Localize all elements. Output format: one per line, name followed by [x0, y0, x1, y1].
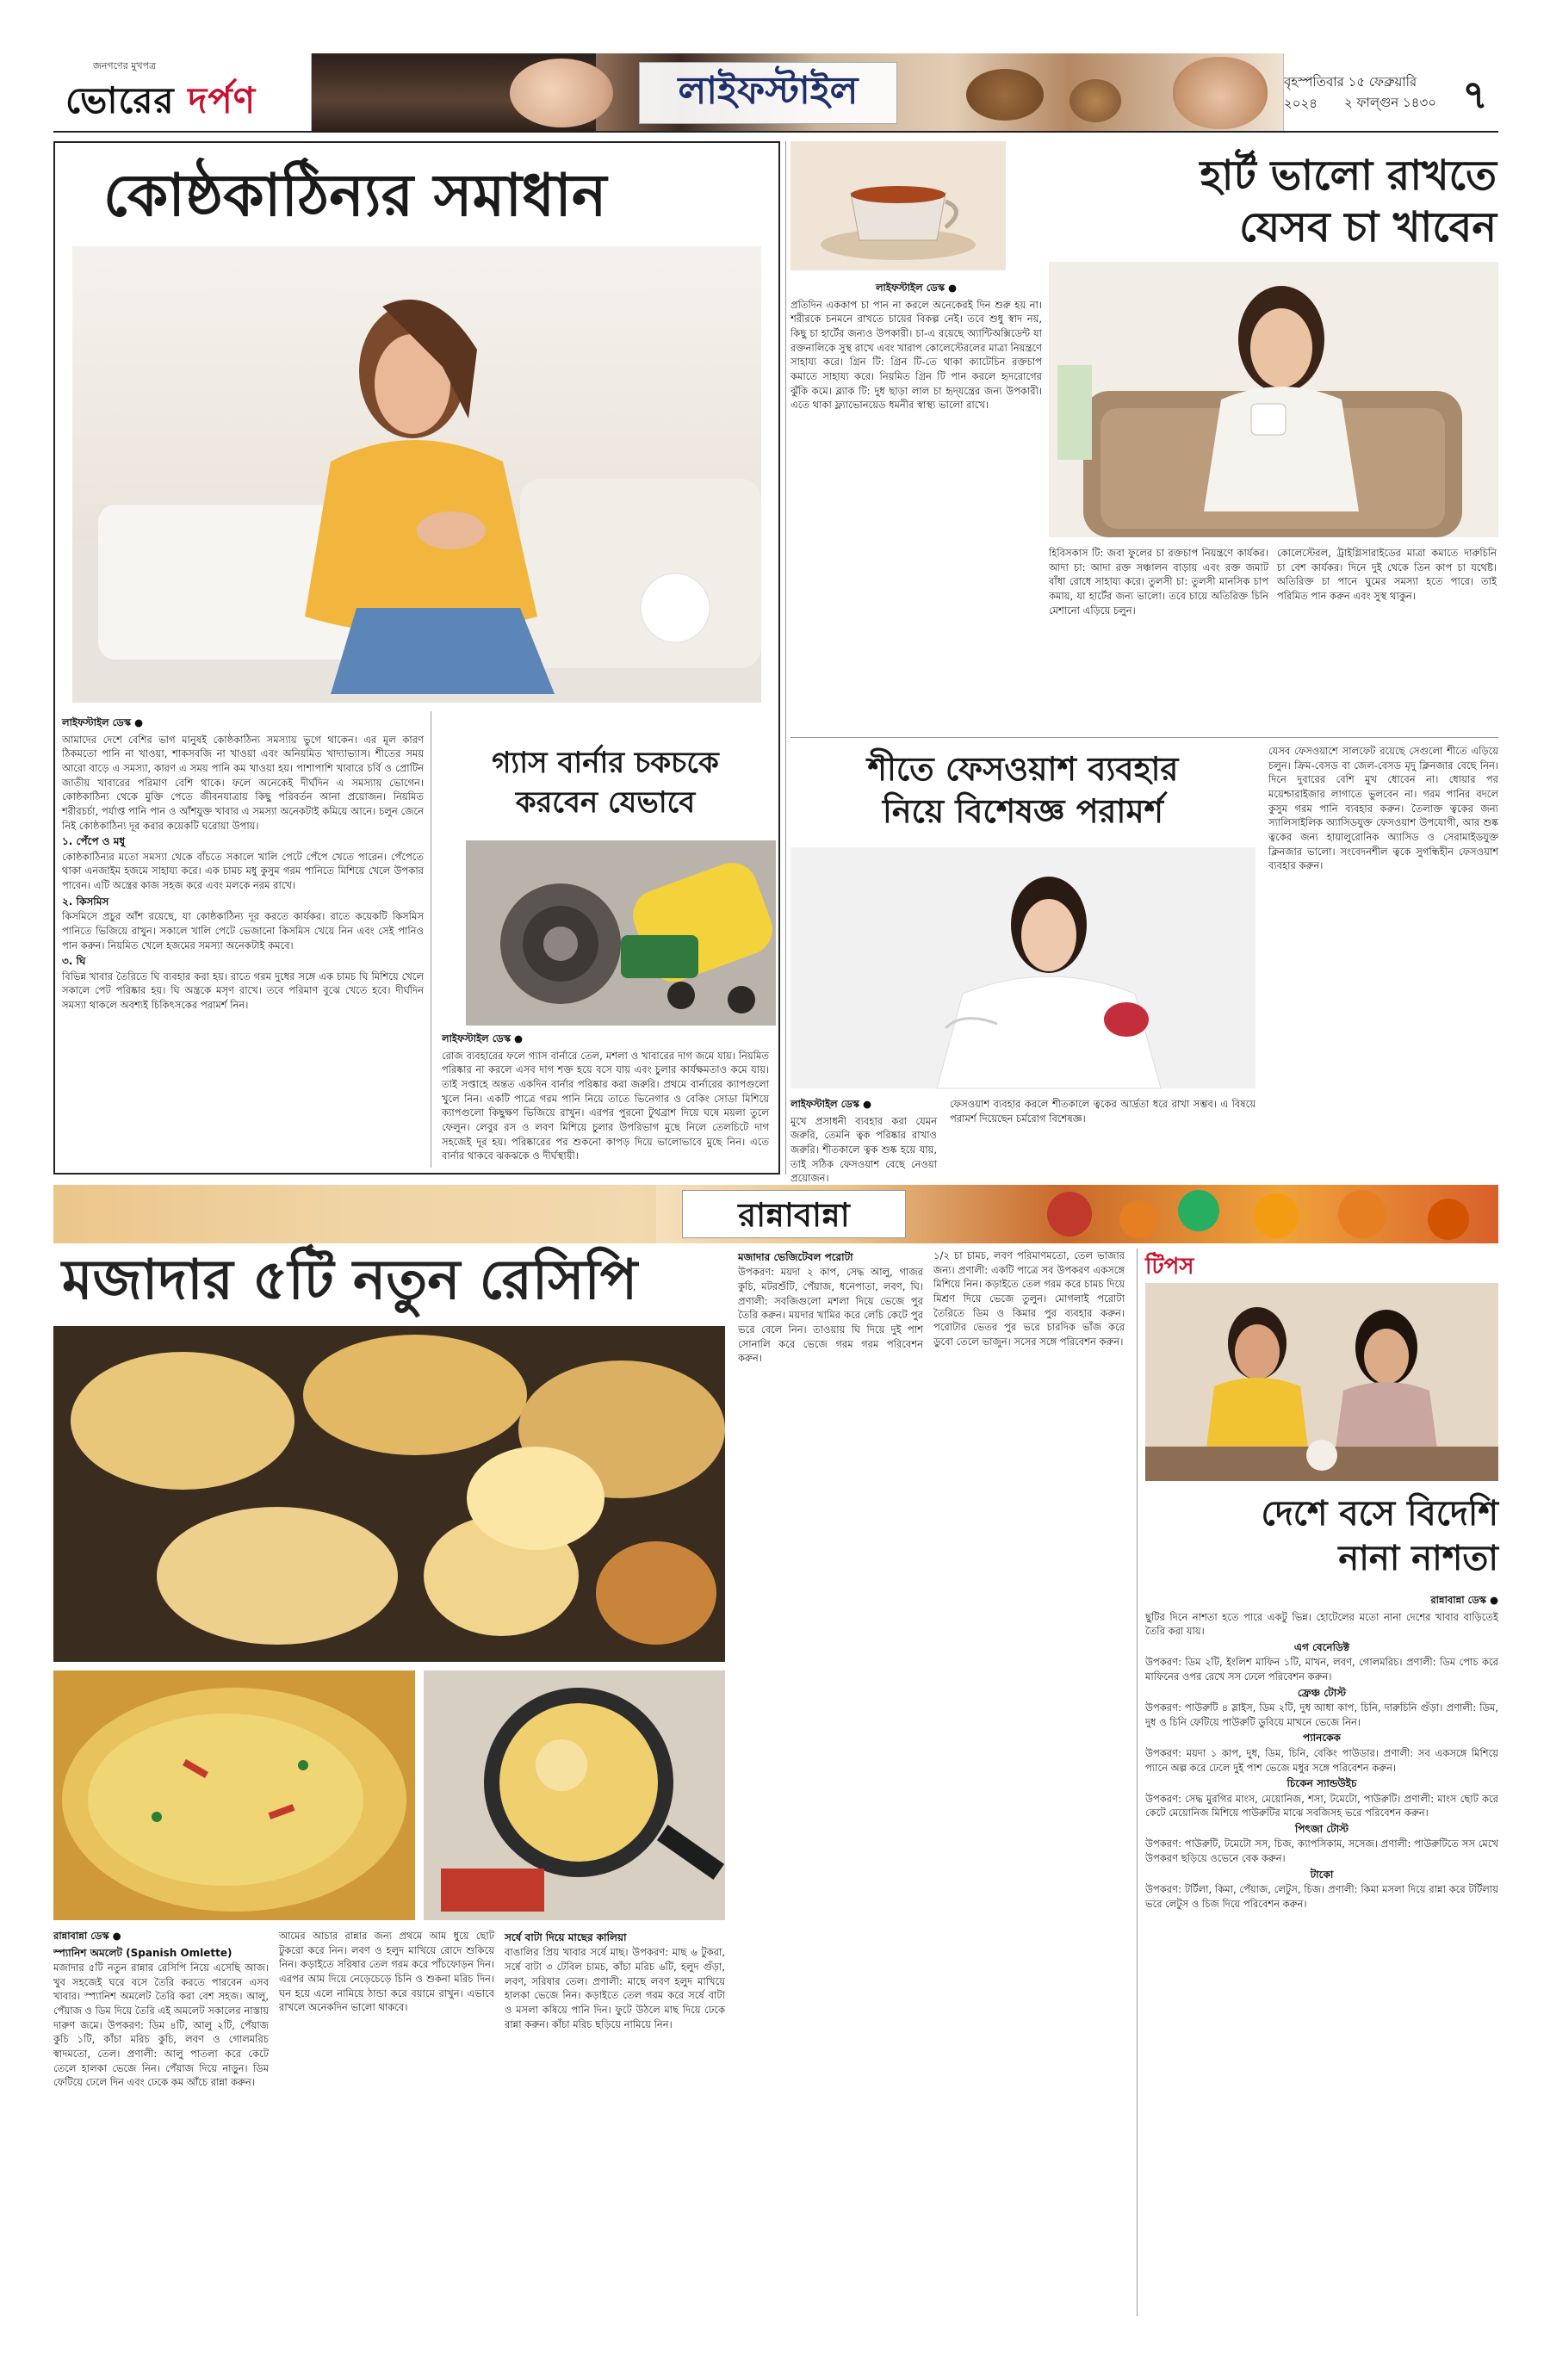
recipe-title: স্প্যানিশ অমলেট (Spanish Omlette) [53, 1946, 232, 1959]
burner-illustration [466, 840, 776, 1026]
story-photo-woman-drinking-tea [1049, 262, 1498, 537]
story-credit: লাইফস্টাইল ডেস্ক ● [875, 282, 958, 294]
woman-tea-illustration [1049, 262, 1498, 537]
story-intro: ছুটির দিনে নাশতা হতে পারে একটু ভিন্ন। হোটেলের মতো নানা দেশের খাবার বাড়িতেই তৈরি করা যায়। [1145, 1610, 1498, 1638]
story-body-col3: যেসব ফেসওয়াশে সালফেট রয়েছে সেগুলো শীতে এড়িয়ে চলুন। ক্রিম-বেসড বা জেল-বেসড মৃদু ক্লিনজার বেছে নিন। দিনে দুবারের বেশি মুখ ধোবেন না। ধোয়ার পর ময়েশ্চারাইজার লাগাতে ভুলবেন না। গরম পানির বদলে কুসুম গরম পানি ব্যবহার করুন। তৈলাক্ত ত্বকের জন্য স্যালিসাইলিক অ্যাসিডযুক্ত ফেসওয়াশ উপযোগী, আর শুষ্ক ত্বকের জন্য হায়ালুরোনিক অ্যাসিড ও সেরামাইডযুক্ত ক্লিনজার ভালো। সংবেদনশীল ত্বকে সুগন্ধিহীন ফেসওয়াশ ব্যবহার করুন। [1268, 745, 1498, 872]
headline-line: করবেন যেভাবে [515, 784, 696, 820]
recipe-column-2: আমের আচার রান্নার জন্য প্রথমে আম ধুয়ে ছোট টুকরো করে নিন। লবণ ও হলুদ মাখিয়ে রোদে শুকিয়ে নিন। কড়াইতে সরিষার তেল গরম করে পাঁচফোড়ন দিন। এরপর আম দিয়ে নেড়েচেড়ে চিনি ও শুকনা মরিচ দিন। ঘন হয়ে এলে নামিয়ে ঠান্ডা করে বয়ামে রাখুন। এভাবে রাখলে অনেকদিন ভালো থাকবে। [279, 1930, 494, 2014]
story-body [790, 1097, 937, 1185]
story-photo-gas-burner-cleaning [466, 840, 776, 1026]
story-photo-woman-stomach-pain [72, 246, 761, 703]
page-number: ৭ [1462, 71, 1488, 118]
story-text: মুখে প্রসাধনী ব্যবহার করা যেমন জরুরি, তেমনি ত্বক পরিষ্কার রাখাও জরুরি। শীতকালে ত্বক শুষ্ক হয়ে যায়, তাই সঠিক ফেসওয়াশ বেছে নেওয়া প্রয়োজন। [790, 1114, 937, 1185]
headline-line: শীতে ফেসওয়াশ ব্যবহার [867, 749, 1179, 788]
story-constipation [53, 141, 780, 1175]
tea-cup-illustration [790, 141, 1006, 270]
recipe-column-3 [505, 1929, 725, 2316]
story-headline[interactable]: মজাদার ৫টি নতুন রেসিপি [62, 1248, 638, 1312]
headline-line: হার্ট ভালো রাখতে [1200, 152, 1497, 200]
story-recipes [53, 1249, 1130, 2316]
column-divider [785, 141, 786, 1175]
story-body-col3: কোলেস্টেরল, ট্রাইগ্লিসারাইডের মাত্রা কমাতে দারুচিনি চা বেশ কার্যকর। দিনে দুই থেকে তিন কাপ চা যথেষ্ট। অতিরিক্ত চা পানে ঘুমের সমস্যা হতে পারে। তাই পরিমিত পান করুন এবং সুস্থ থাকুন। [1277, 547, 1497, 603]
tip-title: চিকেন স্যান্ডউইচ [1286, 1777, 1357, 1790]
story-credit: লাইফস্টাইল ডেস্ক ● [442, 1032, 524, 1044]
headline-line: যেসব চা খাবেন [1239, 203, 1497, 251]
headline-line: গ্যাস বার্নার চকচকে [492, 746, 719, 780]
tip-title: ফ্রেঞ্চ টোস্ট [1297, 1686, 1347, 1699]
paper-tagline: জনগণের মুখপত্র [93, 60, 157, 71]
story-tips [1145, 1249, 1498, 2316]
headline-line: দেশে বসে বিদেশি [1261, 1493, 1498, 1534]
story-photo-couple-breakfast [1145, 1283, 1498, 1481]
section-title: রান্নাবান্না [682, 1190, 906, 1238]
headline-line: নানা নাশতা [1338, 1538, 1498, 1578]
story-divider [790, 737, 1498, 738]
issue-date-block [1283, 53, 1498, 131]
story-credit: রান্নাবান্না ডেস্ক ● [1430, 1594, 1498, 1606]
masthead [53, 53, 1498, 133]
woman-face-photo [510, 59, 613, 127]
fried-snacks-illustration [53, 1326, 725, 1662]
recipe-column-1 [53, 1929, 269, 2316]
tip-title: এগ বেনেডিক্ট [1293, 1641, 1350, 1654]
tip-body: বিভিন্ন খাবার তৈরিতে ঘি ব্যবহার করা হয়। রাতে গরম দুধের সঙ্গে এক চামচ ঘি মিশিয়ে খেলে সকালে পেট পরিষ্কার হয়। ঘি অন্ত্রকে মসৃণ রাখে। তবে পরিমাণ বুঝে খেতে হবে। দীর্ঘদিন সমস্যা থাকলে অবশ্যই চিকিৎসকের পরামর্শ নিন। [62, 970, 424, 1011]
tip-body: উপকরণ: পাউরুটি ৪ স্লাইস, ডিম ২টি, দুধ আধা কাপ, চিনি, দারুচিনি গুঁড়া। প্রণালী: ডিম, দুধ ও চিনি ফেটিয়ে পাউরুটি ডুবিয়ে মাখনে ভেজে নিন। [1145, 1701, 1498, 1728]
paper-name: ভোরের দর্পণ [65, 79, 257, 121]
woman-photo-illustration [72, 246, 761, 703]
story-body [1145, 1593, 1498, 2316]
story-text: প্রতিদিন এককাপ চা পান না করলে অনেকেরই দিন শুরু হয় না। শরীরকে চনমনে রাখতে চায়ের বিকল্প নেই। তবে শুধু স্বাদ নয়, কিছু চা হার্টের জন্যও উপকারী। চা-এ রয়েছে অ্যান্টিঅক্সিডেন্ট যা রক্তনালিকে সুস্থ রাখে এবং খারাপ কোলেস্টেরলের মাত্রা নিয়ন্ত্রণে সাহায্য করে। গ্রিন টি: গ্রিন টি-তে থাকা ক্যাটেচিন রক্তচাপ কমাতে সাহায্য করে। নিয়মিত গ্রিন টি পান করলে হৃদরোগের ঝুঁকি কমে। ব্ল্যাক টি: দুধ ছাড়া লাল চা হৃদ্‌যন্ত্রের জন্য উপকারী। এতে থাকা ফ্ল্যাভোনয়েড ধমনীর স্বাস্থ্য ভালো রাখে। [790, 298, 1042, 412]
omelette-illustration [424, 1670, 725, 1920]
story-photo-curry-dish [53, 1670, 415, 1920]
story-photo-tea-cup [790, 141, 1006, 270]
story-facewash [790, 744, 1498, 1185]
story-body-col2: হিবিসকাস টি: জবা ফুলের চা রক্তচাপ নিয়ন্ত্রণে কার্যকর। আদা চা: আদা রক্ত সঞ্চালন বাড়ায় এবং রক্ত জমাট বাঁধা রোধে সাহায্য করে। তুলসী চা: তুলসী মানসিক চাপ কমায়, যা হার্টের জন্য ভালো। তবে চায়ে অতিরিক্ত চিনি মেশানো এড়িয়ে চলুন। [1049, 547, 1268, 617]
recipe-text: উপকরণ: ময়দা ২ কাপ, সেদ্ধ আলু, গাজর কুচি, মটরশুঁটি, পেঁয়াজ, ধনেপাতা, লবণ, ঘি। প্রণালী: সবজিগুলো মশলা দিয়ে ভেজে পুর তৈরি করুন। ময়দার খামির করে লেচি কেটে পুর ভরে বেলে নিন। তাওয়ায় ঘি দিয়ে দুই পাশ সোনালি করে ভেজে গরম গরম পরিবেশন করুন। [738, 1266, 923, 1365]
story-headline[interactable] [442, 744, 769, 823]
masthead-photo-strip [312, 53, 1283, 131]
story-body [62, 716, 424, 1168]
story-gas-burner [431, 711, 775, 1168]
curry-illustration [53, 1670, 415, 1920]
tip-body: কিসমিসে প্রচুর আঁশ রয়েছে, যা কোষ্ঠকাঠিন্য দূর করতে কার্যকর। রাতে কয়েকটি কিসমিস পানিতে ভিজিয়ে রাখুন। সকালে খালি পেটে ভেজানো কিসমিস খেয়ে নিন এবং সেই পানিও পান করুন। নিয়মিত খেলে হজমের সমস্যা অনেকটাই কমবে। [62, 910, 424, 951]
recipe-text: বাঙালির প্রিয় খাবার সর্ষে মাছ। উপকরণ: মাছ ৬ টুকরা, সর্ষে বাটা ৩ টেবিল চামচ, কাঁচা মরিচ ৬টি, হলুদ গুঁড়া, লবণ, সরিষার তেল। প্রণালী: মাছে লবণ হলুদ মাখিয়ে হালকা ভেজে নিন। কড়াইতে তেল গরম করে সর্ষে বাটা ও মসলা কষিয়ে পানি দিন। ফুটে উঠলে মাছ দিয়ে ঢেকে রান্না করুন। কাঁচা মরিচ ছড়িয়ে নামিয়ে নিন। [505, 1946, 725, 2030]
newspaper-logo[interactable] [53, 53, 312, 131]
tip-body: উপকরণ: ডিম ২টি, ইংলিশ মাফিন ১টি, মাখন, লবণ, গোলমরিচ। প্রণালী: ডিম পোচ করে মাফিনের ওপর রেখে সস ঢেলে পরিবেশন করুন। [1145, 1656, 1498, 1683]
story-credit: লাইফস্টাইল ডেস্ক ● [790, 1098, 872, 1110]
recipe-title: সর্ষে বাটা দিয়ে মাছের কালিয়া [505, 1931, 627, 1943]
recipe-title: মজাদার ভেজিটেবল পরোটা [738, 1251, 853, 1263]
tip-body: কোষ্ঠকাঠিন্যর মতো সমস্যা থেকে বাঁচতে সকালে খালি পেটে পেঁপে খেতে পারেন। পেঁপেতে থাকা এনজাইম হজমে সাহায্য করে। এক চামচ মধু কুসুম গরম পানিতে মিশিয়ে খেলে উপকার পাবেন। এটি অন্ত্রের কাজ সহজ করে এবং মলকে নরম রাখে। [62, 850, 424, 892]
date-gregorian: বৃহস্পতিবার ১৫ ফেব্রুয়ারি ২০২৪ [1284, 74, 1417, 111]
tip-title: পিৎজা টোস্ট [1294, 1822, 1349, 1835]
basket-photo [966, 69, 1044, 121]
tip-body: উপকরণ: পাউরুটি, টমেটো সস, চিজ, ক্যাপসিকাম, সসেজ। প্রণালী: পাউরুটিতে সস মেখে উপকরণ ছড়িয়ে ওভেনে বেক করুন। [1145, 1838, 1498, 1865]
story-headline[interactable] [1023, 150, 1497, 253]
couple-breakfast-illustration [1145, 1283, 1498, 1481]
story-heart-tea [790, 141, 1498, 735]
story-headline[interactable]: কোষ্ঠকাঠিন্যর সমাধান [103, 161, 607, 230]
story-text: রোজ ব্যবহারের ফলে গ্যাস বার্নারে তেল, মশলা ও খাবারের দাগ জমে যায়। নিয়মিত পরিষ্কার না করলে এসব দাগ শক্ত হয়ে বসে যায় এবং চুলার কার্যক্ষমতাও কমে যায়। তাই সপ্তাহে অন্তত একদিন বার্নার পরিষ্কার করা জরুরি। প্রথমে বার্নারের ক্যাপগুলো খুলে নিন। একটি পাত্রে গরম পানি নিয়ে তাতে ভিনেগার ও বেকিং সোডা মিশিয়ে ক্যাপগুলো কিছুক্ষণ ভিজিয়ে রাখুন। এরপর পুরনো টুথব্রাশ দিয়ে ঘষে ময়লা তুলে ফেলুন। লেবুর রস ও লবণ মিশিয়ে চুলার উপরিভাগ মুছে নিলে তেলচিটে দাগ সহজেই দূর হয়। পরিষ্কারের পর শুকনো কাপড় দিয়ে ভালোভাবে মুছে নিন। এতে বার্নার থাকবে ঝকঝকে ও দীর্ঘস্থায়ী। [442, 1049, 769, 1162]
story-intro: আমাদের দেশে বেশির ভাগ মানুষই কোষ্ঠকাঠিন্য সমস্যায় ভুগে থাকেন। এর মূল কারণ ঠিকমতো পানি না খাওয়া, শাকসবজি না খাওয়া এবং অনিয়মিত খাদ্যাভ্যাস। শীতের সময় আরো বাড়ে এ সমস্যা, কারণ এ সময় পানি কম খাওয়া হয়। পাশাপাশি খাবারে চর্বি ও প্রোটিন জাতীয় খাবারের পরিমাণ বেশি থাকে। ফলে অনেকেই দীর্ঘদিন এ সমস্যায় ভোগেন। কোষ্ঠকাঠিন্য থেকে মুক্তি পেতে জীবনযাত্রায় কিছু পরিবর্তন আনা প্রয়োজন। নিয়মিত শরীরচর্চা, পর্যাপ্ত পানি পান ও আঁশযুক্ত খাবার এ সমস্যা অনেকটাই কমিয়ে আনে। চলুন জেনে নিই কোষ্ঠকাঠিন্য দূর করার কয়েকটি ঘরোয়া উপায়। [62, 733, 424, 832]
tip-body: উপকরণ: সেদ্ধ মুরগির মাংস, মেয়োনিজ, শসা, টমেটো, পাউরুটি। প্রণালী: মাংস ছোট করে কেটে মেয়োনিজ মিশিয়ে পাউরুটির মাঝে সবজিসহ ভরে পরিবেশন করুন। [1145, 1792, 1498, 1819]
tip-title: টাকো [1310, 1868, 1334, 1881]
tip-title: ১. পেঁপে ও মধু [62, 835, 126, 848]
cooking-section-banner [53, 1185, 1498, 1243]
story-body [790, 281, 1042, 728]
story-headline[interactable] [1145, 1491, 1498, 1581]
tip-body: উপকরণ: টর্টিলা, কিমা, পেঁয়াজ, লেটুস, চিজ। প্রণালী: কিমা মসলা দিয়ে রান্না করে টর্টিলায় ভরে লেটুস ও চিজ দিয়ে পরিবেশন করুন। [1145, 1883, 1498, 1910]
basket-photo-small [1070, 79, 1121, 122]
tip-title: ২. কিসমিস [62, 895, 109, 908]
story-credit: লাইফস্টাইল ডেস্ক ● [62, 716, 144, 728]
recipe-column-4 [738, 1249, 923, 2316]
date-bangla: ২ ফাল্গুন ১৪৩০ [1343, 95, 1436, 110]
tip-title: প্যানকেক [1303, 1732, 1341, 1745]
spa-face-photo [1173, 57, 1268, 129]
column-divider [1137, 1249, 1138, 2316]
recipe-column-5: ১/২ চা চামচ, লবণ পরিমাণমতো, তেল ভাজার জন্য। প্রণালী: একটি পাত্রে সব উপকরণ একসঙ্গে মিশিয়ে নিন। কড়াইতে তেল গরম করে চামচ দিয়ে মিশ্রণ দিয়ে ভেজে তুলুন। মোগলাই পরোটা তৈরিতে ডিম ও কিমার পুর ব্যবহার করুন। পরোটার ভেতর পুর ভরে চারদিক ভাঁজ করে ডুবো তেলে ভাজুন। সসের সঙ্গে পরিবেশন করুন। [933, 1249, 1125, 1348]
facewash-illustration [790, 847, 1256, 1088]
story-headline[interactable] [790, 747, 1256, 833]
story-body-col2: ফেসওয়াশ ব্যবহার করলে শীতকালে ত্বকের আর্দ্রতা ধরে রাখা সম্ভব। এ বিষয়ে পরামর্শ দিয়েছেন চর্মরোগ বিশেষজ্ঞ। [950, 1098, 1256, 1125]
story-photo-fried-snacks [53, 1326, 725, 1662]
headline-line: নিয়ে বিশেষজ্ঞ পরামর্শ [882, 791, 1164, 831]
story-photo-woman-facewash [790, 847, 1256, 1088]
story-credit: রান্নাবান্না ডেস্ক ● [53, 1930, 121, 1942]
story-body [442, 1032, 769, 1162]
story-photo-omelette-pan [424, 1670, 725, 1920]
recipe-text: মজাদার ৫টি নতুন রান্নার রেসিপি নিয়ে এসেছি আজ। খুব সহজেই ঘরে বসে তৈরি করতে পারবেন এসব খাবার। স্প্যানিশ অমলেট তৈরি করা বেশ সহজ। আলু, পেঁয়াজ ও ডিম দিয়ে তৈরি এই অমলেট সকালের নাস্তায় দারুণ জমে। উপকরণ: ডিম ৪টি, আলু ২টি, পেঁয়াজ কুচি ১টি, কাঁচা মরিচ কুচি, লবণ ও গোলমরিচ স্বাদমতো, তেল। প্রণালী: আলু পাতলা করে কেটে তেলে হালকা ভেজে নিন। পেঁয়াজ দিয়ে নাড়ুন। ডিম ফেটিয়ে ঢেলে দিন এবং ঢেকে কম আঁচে রান্না করুন। [53, 1962, 269, 2089]
tip-body: উপকরণ: ময়দা ১ কাপ, দুধ, ডিম, চিনি, বেকিং পাউডার। প্রণালী: সব একসঙ্গে মিশিয়ে প্যানে অল্প করে ঢেলে দুই পাশ ভেজে মধুর সঙ্গে পরিবেশন করুন। [1145, 1746, 1498, 1774]
tip-title: ৩. ঘি [62, 955, 86, 968]
tips-label: টিপস [1145, 1249, 1206, 1278]
section-title: লাইফস্টাইল [639, 62, 897, 124]
